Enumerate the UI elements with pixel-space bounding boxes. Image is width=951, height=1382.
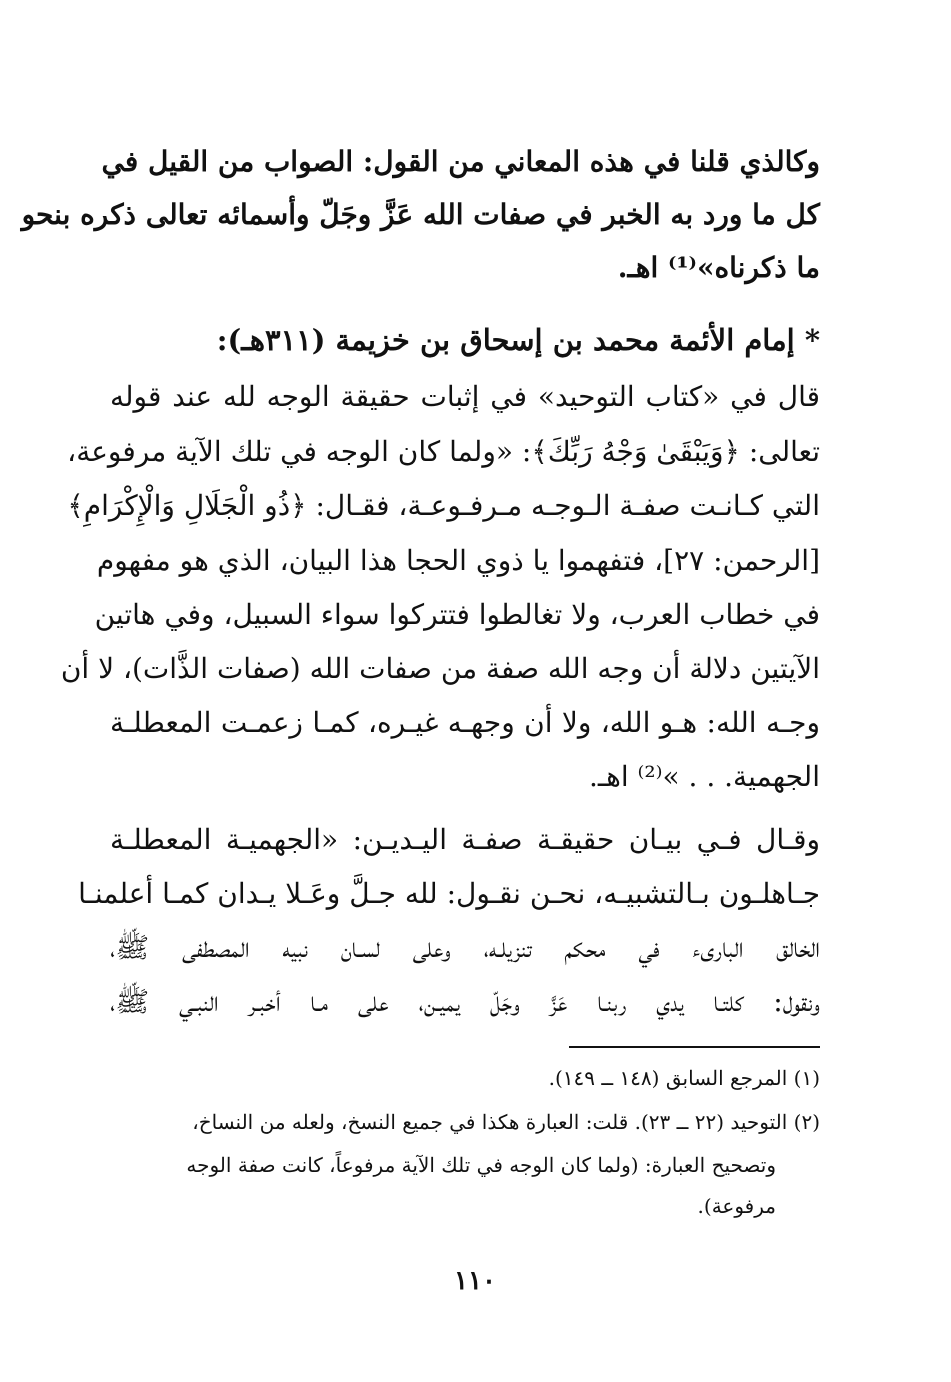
footnote-2-line-3: مرفوعة). <box>697 1194 776 1218</box>
paragraph-3-line-3: الخالق البارىء في محكم تنزيلـه، وعلى لسـان نبيه المصطفى ﷺ، <box>110 931 820 964</box>
paragraph-2-line-5: في خطاب العرب، ولا تغالطوا فتتركوا سواء السبيل، وفي هاتين <box>94 598 820 631</box>
paragraph-2-line-8: الجهمية. . . »⁽²⁾ اهـ. <box>588 760 820 793</box>
page-number: ١١٠ <box>454 1266 496 1296</box>
paragraph-3-line-1: وقـال فـي بيـان حقيقـة صفـة اليـديـن: «الجهميـة المعطلـة <box>110 823 821 856</box>
paragraph-2-line-2: تعالى: ﴿وَيَبْقَىٰ وَجْهُ رَبِّكَ﴾: «ولما كان الوجه في تلك الآية مرفوعة، <box>67 435 820 468</box>
paragraph-1-line-2: كل ما ورد به الخبر في صفات الله عَزَّ وجَلّ وأسمائه تعالى ذكره بنحو <box>21 198 820 231</box>
paragraph-3-line-4: ونقول: كلتـا يدي ربنـا عَزَّ وجَلّ يميـن، على مـا أخبـر النبـي ﷺ، <box>110 985 820 1018</box>
section-heading: * إمام الأئمة محمد بن إسحاق بن خزيمة (٣١١هـ): <box>216 323 820 357</box>
footnote-2-line-1: (٢) التوحيد (٢٢ ــ ٢٣). قلت: العبارة هكذا في جميع النسخ، ولعله من النساخ، <box>192 1110 820 1134</box>
paragraph-2-line-7: وجـه الله: هـو الله، ولا أن وجهـه غيـره، كمـا زعمـت المعطلـة <box>110 706 820 739</box>
paragraph-1-line-1: وكالذي قلنا في هذه المعاني من القول: الصواب من القيل في <box>101 145 820 178</box>
paragraph-2-line-6: الآيتين دلالة أن وجه الله صفة من صفات الله (صفات الذَّات)، لا أن <box>60 652 820 685</box>
footnote-1: (١) المرجع السابق (١٤٨ ــ ١٤٩). <box>548 1066 820 1090</box>
footnote-2-line-2: وتصحيح العبارة: (ولما كان الوجه في تلك الآية مرفوعاً، كانت صفة الوجه <box>186 1153 776 1177</box>
paragraph-3-line-2: جـاهلـون بـالتشبيـه، نحـن نقـول: لله جـلَّ وعَـلا يـدان كمـا أعلمنـا <box>78 877 820 910</box>
paragraph-2-line-3: التي كـانـت صفـة الـوجـه مـرفـوعـة، فقـال: ﴿ذُو الْجَلَالِ وَالْإِكْرَامِ﴾ <box>67 489 820 522</box>
paragraph-2-line-1: قال في «كتاب التوحيد» في إثبات حقيقة الوجه لله عند قوله <box>110 380 820 413</box>
paragraph-2-line-4: [الرحمن: ٢٧]، فتفهموا يا ذوي الحجا هذا البيان، الذي هو مفهوم <box>96 544 820 577</box>
paragraph-1-line-3: ما ذكرناه»⁽¹⁾ اهـ. <box>617 251 820 284</box>
footnote-separator <box>569 1046 820 1048</box>
